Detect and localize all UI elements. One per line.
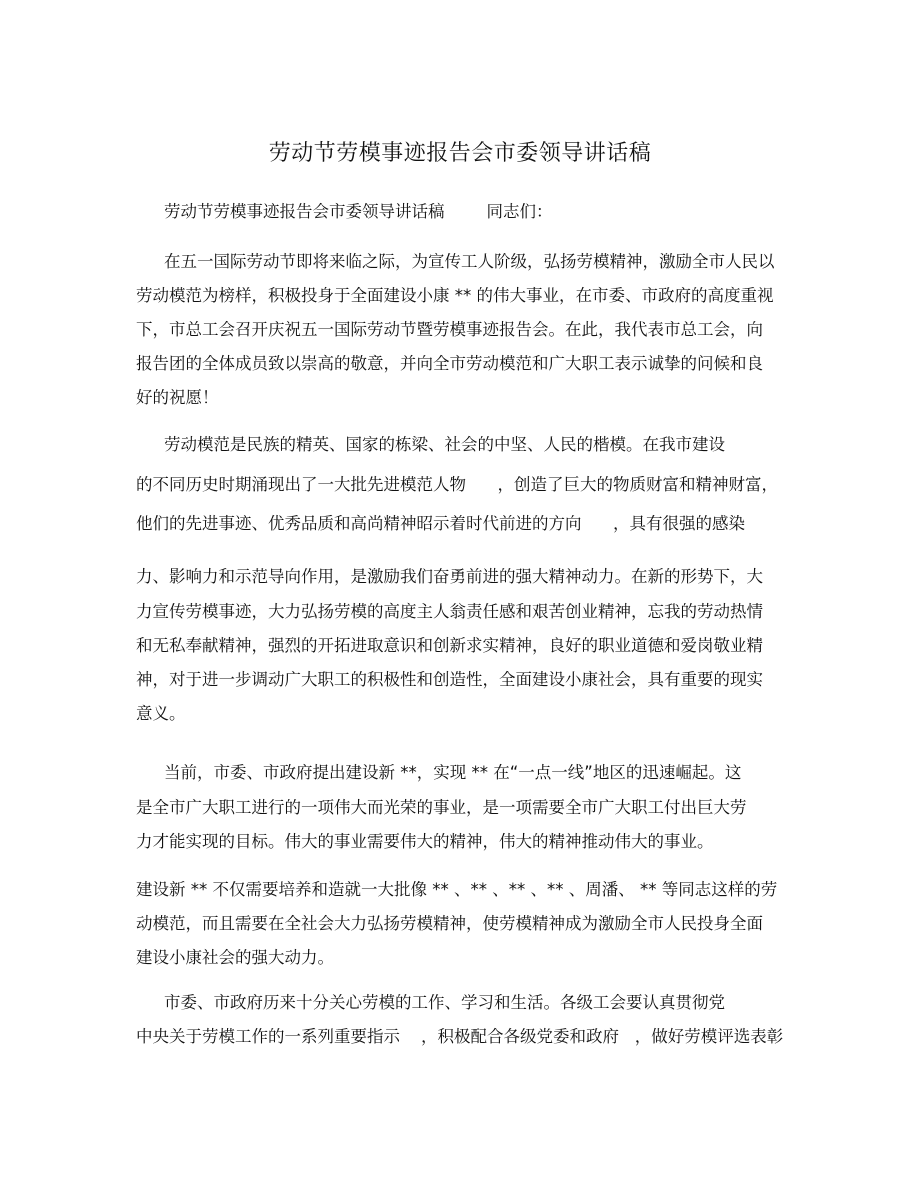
paragraph-line: 劳动模范为榜样，积极投身于全面建设小康 ** 的伟大事业，在市委、市政府的高度重视 [136,286,774,305]
paragraph-line: 当前，市委、市政府提出建设新 **，实现 ** 在“一点一线”地区的迅速崛起。这 [164,763,742,782]
paragraph-line: 在五一国际劳动节即将来临之际，为宣传工人阶级，弘扬劳模精神，激励全市人民以 [164,252,775,271]
paragraph-line: 建设小康社会的强大动力。 [136,948,334,967]
paragraph-line: 建设新 ** 不仅需要培养和造就一大批像 ** 、** 、** 、** 、周潘、 ** 等同志这样的劳 [136,880,778,899]
paragraph-line: 力、影响力和示范导向作用，是激励我们奋勇前进的强大精神动力。在新的形势下，大 [136,567,763,586]
paragraph-line: 中央关于劳模工作的一系列重要指示 ，积极配合各级党委和政府 ，做好劳模评选表彰 [136,1027,784,1046]
paragraph-line: 劳动模范是民族的精英、国家的栋梁、社会的中坚、人民的楷模。在我市建设 [164,435,725,454]
paragraph-line: 动模范，而且需要在全社会大力弘扬劳模精神，使劳模精神成为激励全市人民投身全面 [136,914,763,933]
paragraph-line: 的不同历史时期涌现出了一大批先进模范人物 ，创造了巨大的物质财富和精神财富， [136,475,778,494]
paragraph-line: 报告团的全体成员致以崇高的敬意，并向全市劳动模范和广大职工表示诚挚的问候和良 [136,354,763,373]
document-title: 劳动节劳模事迹报告会市委领导讲话稿 [268,141,652,166]
paragraph-line: 下，市总工会召开庆祝五一国际劳动节暨劳模事迹报告会。在此，我代表市总工会，向 [136,320,763,339]
paragraph-line: 他们的先进事迹、优秀品质和高尚精神昭示着时代前进的方向 ，具有很强的感染 [136,514,745,533]
paragraph-line: 力才能实现的目标。伟大的事业需要伟大的精神，伟大的精神推动伟大的事业。 [136,832,714,851]
paragraph-line: 是全市广大职工进行的一项伟大而光荣的事业，是一项需要全市广大职工付出巨大劳 [136,798,747,817]
paragraph-line: 力宣传劳模事迹，大力弘扬劳模的高度主人翁责任感和艰苦创业精神，忘我的劳动热情 [136,602,763,621]
salutation-line: 劳动节劳模事迹报告会市委领导讲话稿 同志们： [164,202,553,221]
paragraph-line: 神，对于进一步调动广大职工的积极性和创造性，全面建设小康社会，具有重要的现实 [136,670,763,689]
paragraph-line: 和无私奉献精神，强烈的开拓进取意识和创新求实精神，良好的职业道德和爱岗敬业精 [136,636,763,655]
paragraph-line: 意义。 [136,704,186,723]
paragraph-line: 市委、市政府历来十分关心劳模的工作、学习和生活。各级工会要认真贯彻党 [164,993,725,1012]
paragraph-line: 好的祝愿！ [136,388,219,407]
